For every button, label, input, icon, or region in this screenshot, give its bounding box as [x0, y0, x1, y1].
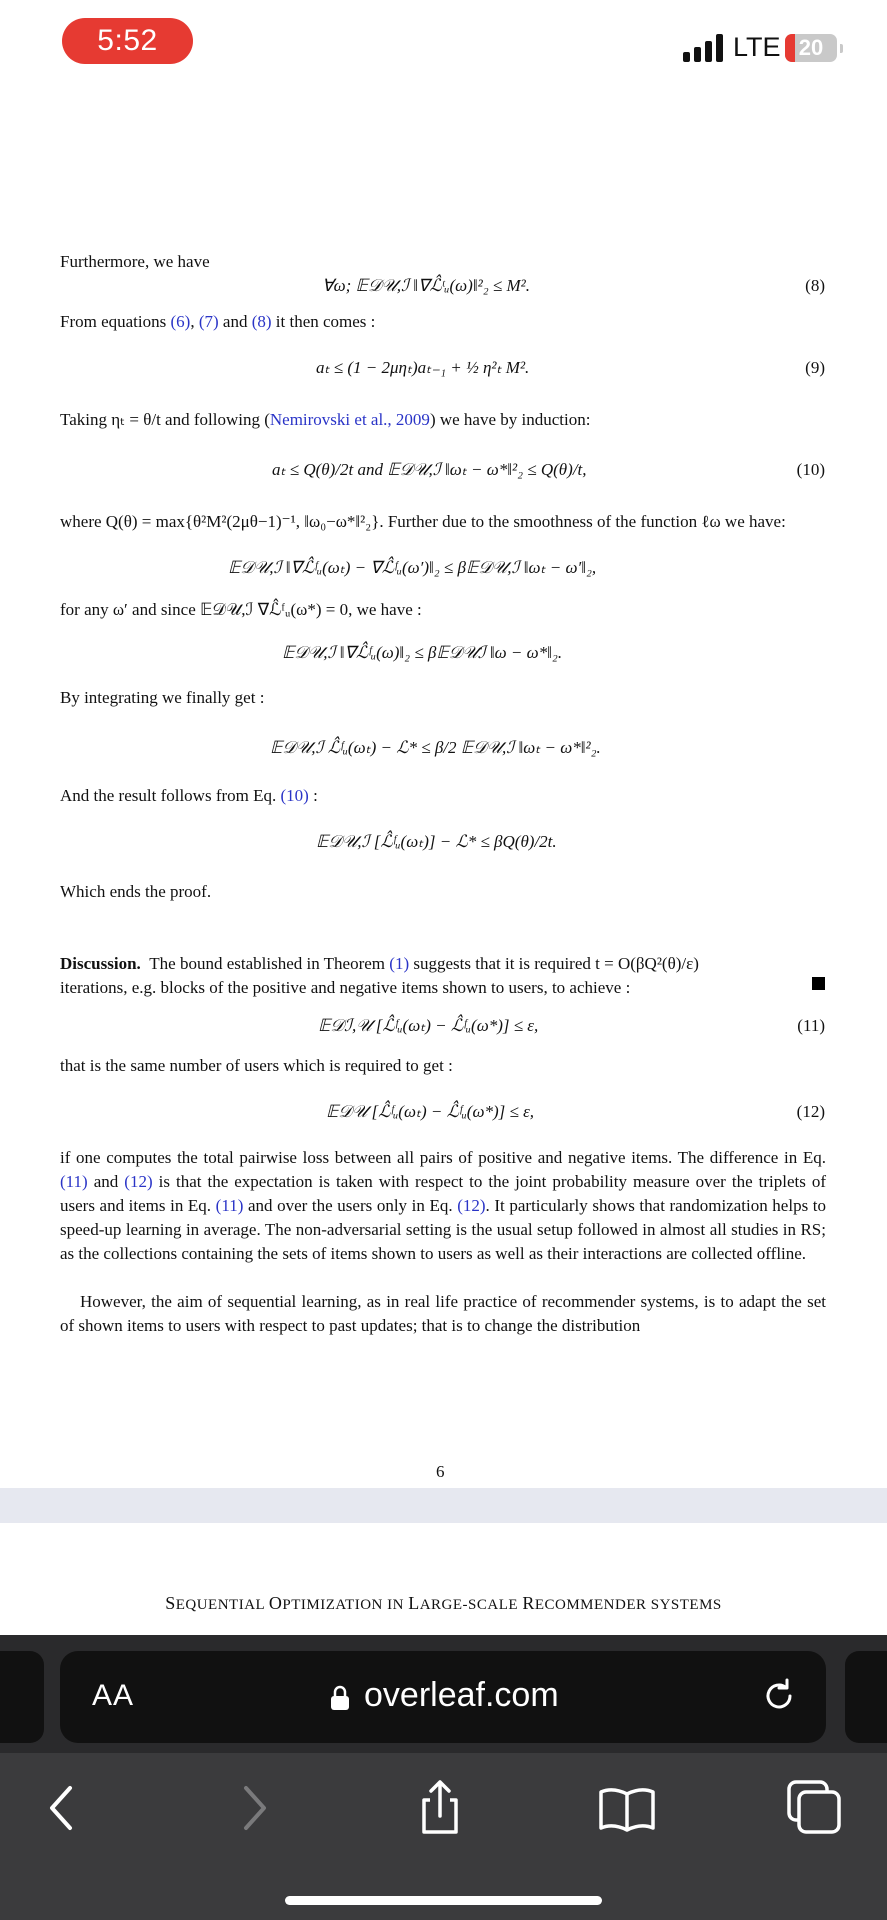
equation-8: ∀ω; 𝔼𝒟𝒰,ℐ ‖∇ℒ̂ᵗᵤ(ω)‖²₂ ≤ M².: [322, 276, 530, 295]
page-number: 6: [436, 1462, 445, 1481]
text-line: By integrating we finally get :: [60, 688, 265, 707]
equation-11: 𝔼𝒟ℐ,𝒰 [ℒ̂ᶠᵤ(ωₜ) − ℒ̂ᶠᵤ(ω*)] ≤ ε,: [318, 1016, 539, 1035]
text-line: Which ends the proof.: [60, 882, 212, 901]
equation-integration: 𝔼𝒟𝒰,ℐ ℒ̂ᶠᵤ(ωₜ) − ℒ* ≤ β/2 𝔼𝒟𝒰,ℐ ‖ωₜ − ω*‖²₂.: [270, 738, 601, 757]
eq-ref-link[interactable]: (11): [215, 1196, 244, 1215]
equation-9: aₜ ≤ (1 − 2μηₜ)aₜ₋₁ + ½ η²ₜ M².: [316, 358, 530, 377]
next-tab-preview[interactable]: [845, 1651, 887, 1743]
text-line: iterations, e.g. blocks of the positive and negative items shown to users, to achieve :: [60, 978, 631, 997]
url-text[interactable]: overleaf.com: [364, 1676, 559, 1714]
next-page-header: SEQUENTIAL OPTIMIZATION IN LARGE-SCALE RECOMMENDER SYSTEMS: [165, 1593, 722, 1613]
text-line: Taking ηₜ = θ/t and following (Nemirovski et al., 2009) we have by induction:: [60, 410, 591, 429]
equation-number: (9): [805, 358, 825, 377]
previous-tab-preview[interactable]: [0, 1651, 44, 1743]
equation-smoothness: 𝔼𝒟𝒰,ℐ ‖∇ℒ̂ᶠᵤ(ωₜ) − ∇ℒ̂ᶠᵤ(ω′)‖₂ ≤ β𝔼𝒟𝒰,ℐ ‖ωₜ − ω′‖₂,: [228, 558, 597, 577]
lock-icon: [330, 1685, 350, 1711]
theorem-ref-link[interactable]: (1): [389, 954, 410, 973]
address-area: [0, 1635, 887, 1753]
text-line: And the result follows from Eq. (10) :: [60, 786, 318, 805]
home-indicator[interactable]: [285, 1896, 602, 1905]
paragraph: However, the aim of sequential learning, as in real life practice of recommender systems, is to adapt the set of shown items to users with respect to past updates; that is to change the distribution: [60, 1292, 826, 1335]
equation-number: (12): [796, 1102, 825, 1121]
eq-ref-link[interactable]: (12): [457, 1196, 486, 1215]
text-line: Furthermore, we have: [60, 252, 210, 271]
forward-icon[interactable]: [224, 1778, 284, 1838]
equation-12: 𝔼𝒟𝒰 [ℒ̂ᶠᵤ(ωₜ) − ℒ̂ᶠᵤ(ω*)] ≤ ε,: [326, 1102, 535, 1121]
status-bar: [0, 0, 887, 90]
text-line: that is the same number of users which is required to get :: [60, 1056, 453, 1075]
paragraph: where Q(θ) = max{θ²M²(2μθ−1)⁻¹, ‖ω₀−ω*‖²₂}. Further due to the smoothness of the function ℓω we have:: [60, 512, 786, 531]
eq-ref-link[interactable]: (8): [251, 312, 272, 331]
address-bar[interactable]: [60, 1651, 826, 1743]
citation-link[interactable]: Nemirovski et al., 2009: [269, 410, 430, 429]
signal-icon: [683, 34, 728, 62]
reader-settings-button[interactable]: AA: [92, 1679, 135, 1712]
eq-ref-link[interactable]: (11): [60, 1172, 88, 1191]
share-icon[interactable]: [410, 1778, 470, 1838]
equation-number: (11): [797, 1016, 825, 1035]
battery-level: 20: [798, 35, 824, 60]
battery-icon: [785, 34, 837, 62]
text-line: for any ω′ and since 𝔼𝒟𝒰,ℐ ∇ℒ̂ᶠᵤ(ω*) = 0, we have :: [60, 600, 422, 619]
text-line: Discussion. The bound established in Theorem (1) suggests that it is required t = O(βQ²(θ)/ε): [60, 954, 699, 973]
reload-icon[interactable]: [760, 1677, 798, 1715]
equation-number: (8): [805, 276, 825, 295]
equation-gradient: 𝔼𝒟𝒰,ℐ ‖∇ℒ̂ᶠᵤ(ω)‖₂ ≤ β𝔼𝒟𝒰ℐ ‖ω − ω*‖₂.: [282, 643, 563, 662]
eq-ref-link[interactable]: (12): [124, 1172, 153, 1191]
eq-ref-link[interactable]: (10): [280, 786, 309, 805]
paragraph: if one computes the total pairwise loss between all pairs of positive and negative items. The difference in Eq. (11) and (12) is that the expectation is taken with respect to the joint probability measure over the triplets of users and items in Eq. (11) and over the users only in Eq. (12). It particularly shows that randomization helps to speed-up learning in average. The non-adversarial setting is the usual setup followed in almost all studies in RS; as the collections containing the sets of items shown to users as well as their interactions are collected offline.: [60, 1148, 827, 1263]
text-line: From equations (6), (7) and (8) it then comes :: [60, 312, 376, 331]
eq-ref-link[interactable]: (6): [170, 312, 191, 331]
browser-chrome: [0, 1635, 887, 1920]
time-pill[interactable]: [62, 18, 193, 64]
equation-10: aₜ ≤ Q(θ)/2t and 𝔼𝒟𝒰,ℐ ‖ωₜ − ω*‖²₂ ≤ Q(θ)/t,: [272, 460, 587, 479]
bookmarks-icon[interactable]: [597, 1778, 657, 1838]
equation-result: 𝔼𝒟𝒰,ℐ [ℒ̂ᶠᵤ(ωₜ)] − ℒ* ≤ βQ(θ)/2t.: [316, 832, 557, 851]
tabs-icon[interactable]: [785, 1778, 845, 1838]
page-separator: [0, 1488, 887, 1523]
eq-ref-link[interactable]: (7): [198, 312, 219, 331]
clock: 5:52: [97, 24, 158, 57]
network-type: LTE: [733, 32, 781, 62]
equation-number: (10): [796, 460, 825, 479]
back-icon[interactable]: [32, 1778, 92, 1838]
qed-square: [812, 977, 825, 990]
browser-toolbar: [0, 1753, 887, 1920]
